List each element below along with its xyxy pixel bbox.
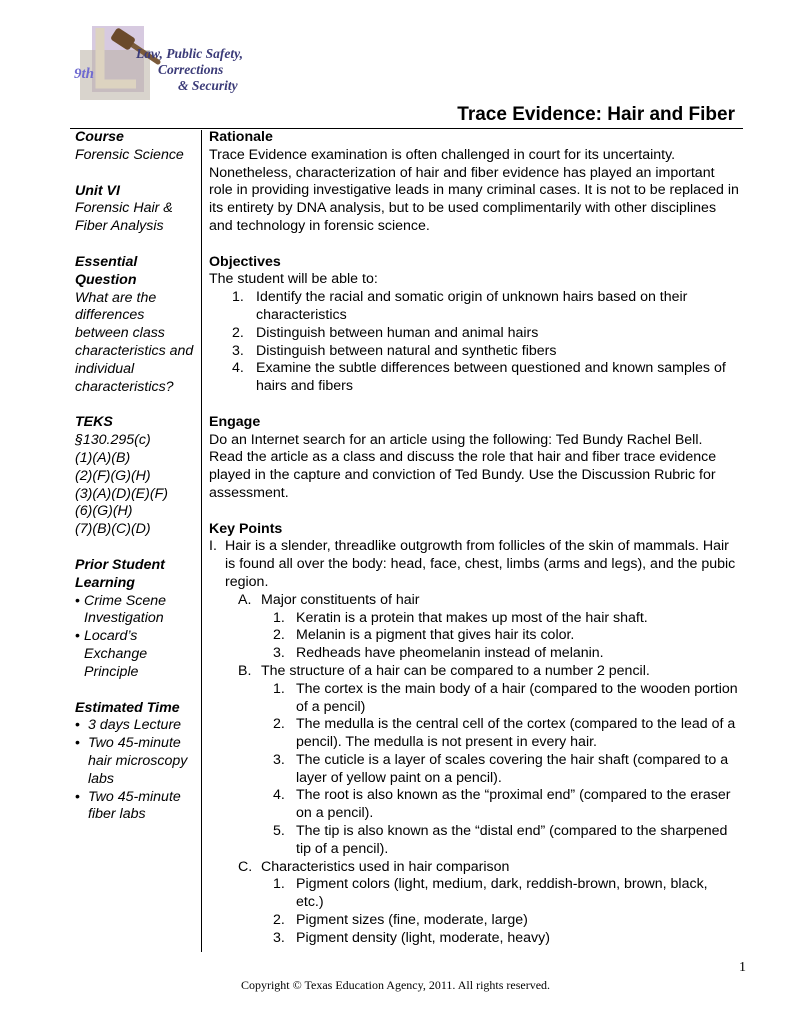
main-content <box>209 129 739 948</box>
logo-brand-line3: & Security <box>178 78 238 93</box>
estimated-time-list <box>75 717 199 824</box>
list-item: • Two 45-minute hair microscopy labs <box>75 735 199 788</box>
rationale-text: Trace Evidence examination is often challenged in court for its uncertainty. Nonetheless, characterization of hair and fiber evidence has played an important role in providing investigative leads in many criminal cases. It is not to be replaced in its entirety by DNA analysis, but to be used complimentarily with other disciplines and technology in forensic science. <box>209 146 739 234</box>
teks-line: (7)(B)(C)(D) <box>75 521 151 538</box>
prior-learning-label: Prior Student Learning <box>75 556 165 591</box>
page-title: Trace Evidence: Hair and Fiber <box>457 104 735 125</box>
course-value: Forensic Science <box>75 146 184 163</box>
teks-line: §130.295(c) <box>75 432 151 449</box>
teks-line: (1)(A)(B) <box>75 449 131 466</box>
teks-line: (3)(A)(D)(E)(F) <box>75 485 168 502</box>
key-point-item: 1. The cortex is the main body of a hair (compared to the wooden portion of a pencil) <box>273 680 738 715</box>
key-point-a: A. Major constituents of hair <box>238 591 420 608</box>
key-point-item: 5. The tip is also known as the “distal end” (compared to the sharpened tip of a pencil). <box>273 823 728 857</box>
list-item: • 3 days Lecture <box>75 717 199 735</box>
engage-text: Do an Internet search for an article using the following: Ted Bundy Rachel Bell. Read the article as a class and discuss the role that hair and fiber trace evidence played in the capture and conviction of Ted Bundy. Use the Discussion Rubric for assessment. <box>209 431 717 501</box>
teks-line: (2)(F)(G)(H) <box>75 467 151 484</box>
essential-question-value: What are the differences between class characteristics and individual characteristics? <box>75 289 194 395</box>
key-point-item: 2. Pigment sizes (fine, moderate, large) <box>273 912 528 929</box>
objective-item: 2. Distinguish between human and animal hairs <box>232 324 539 341</box>
unit-value: Forensic Hair & Fiber Analysis <box>75 200 173 235</box>
list-item: • Crime Scene Investigation <box>75 593 199 629</box>
sidebar <box>75 129 199 824</box>
estimated-time-label: Estimated Time <box>75 699 180 716</box>
logo-number: 9th <box>74 66 95 82</box>
key-point-item: 3. The cuticle is a layer of scales covering the hair shaft (compared to a layer of yellow paint on a pencil). <box>273 751 729 786</box>
key-point-i: I. Hair is a slender, threadlike outgrowth from follicles of the skin of mammals. Hair is found all over the body: head, face, chest, limbs (arms and legs), and the pubic region. <box>209 538 736 590</box>
objective-item: 3. Distinguish between natural and synthetic fibers <box>232 342 557 359</box>
objectives-intro: The student will be able to: <box>209 271 378 288</box>
column-divider <box>201 130 202 952</box>
key-points-heading: Key Points <box>209 520 283 537</box>
objective-item: 4. Examine the subtle differences between questioned and known samples of hairs and fibers <box>232 360 726 395</box>
key-point-item: 3. Redheads have pheomelanin instead of melanin. <box>273 645 604 662</box>
key-point-item: 2. Melanin is a pigment that gives hair its color. <box>273 627 575 644</box>
unit-label: Unit VI <box>75 182 120 199</box>
program-logo <box>70 22 260 104</box>
essential-question-label: Essential Question <box>75 253 138 288</box>
teks-label: TEKS <box>75 414 113 431</box>
list-item: • Two 45-minute fiber labs <box>75 789 199 825</box>
logo-brand-line2: Corrections <box>158 62 224 77</box>
key-point-b: B. The structure of a hair can be compared to a number 2 pencil. <box>238 662 650 679</box>
logo-brand-line1: Law, Public Safety, <box>136 46 243 61</box>
prior-learning-list <box>75 593 199 682</box>
key-point-item: 3. Pigment density (light, moderate, heavy) <box>273 929 550 946</box>
teks-line: (6)(G)(H) <box>75 503 133 520</box>
course-label: Course <box>75 129 124 145</box>
list-item: • Locard’s Exchange Principle <box>75 628 199 681</box>
key-point-item: 1. Keratin is a protein that makes up most of the hair shaft. <box>273 609 648 626</box>
copyright-notice: Copyright © Texas Education Agency, 2011. All rights reserved. <box>240 978 551 992</box>
key-point-item: 4. The root is also known as the “proximal end” (compared to the eraser on a pencil). <box>273 787 731 822</box>
page-number: 1 <box>739 960 746 975</box>
objective-item: 1. Identify the racial and somatic origin of unknown hairs based on their characteristics <box>232 289 688 323</box>
program-logo-graphic <box>70 22 260 104</box>
key-point-c: C. Characteristics used in hair comparison <box>238 858 510 875</box>
key-point-item: 2. The medulla is the central cell of the cortex (compared to the lead of a pencil). The medulla is not present in every hair. <box>273 716 736 751</box>
rationale-heading: Rationale <box>209 129 273 145</box>
key-point-item: 1. Pigment colors (light, medium, dark, reddish-brown, brown, black, etc.) <box>273 876 708 911</box>
engage-heading: Engage <box>209 413 261 430</box>
objectives-heading: Objectives <box>209 253 281 270</box>
